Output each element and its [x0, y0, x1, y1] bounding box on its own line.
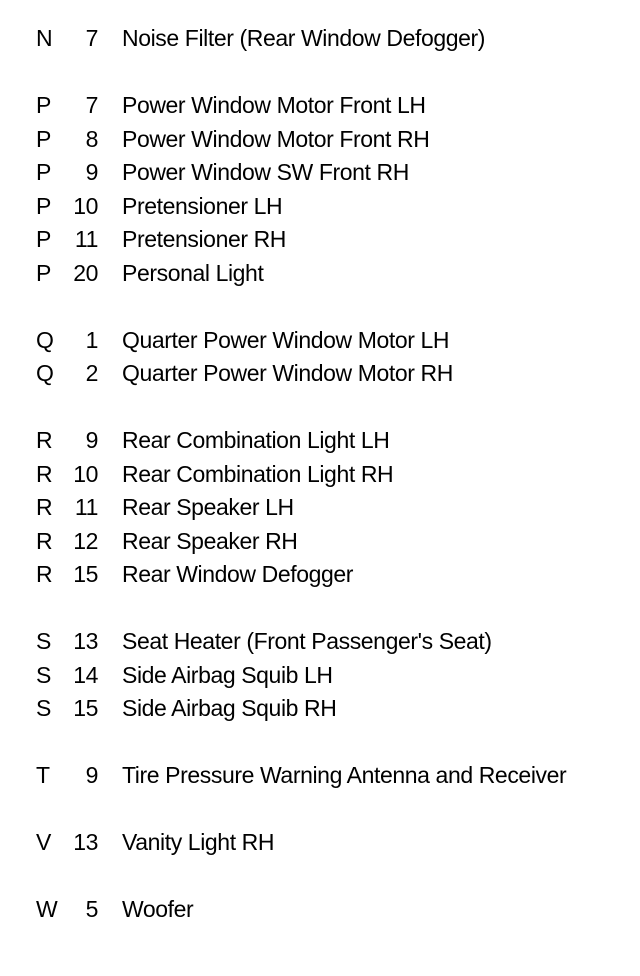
- connector-letter: P: [36, 125, 51, 152]
- connector-letter: S: [36, 628, 51, 654]
- connector-letter: P: [36, 92, 51, 118]
- index-group: [0, 324, 640, 391]
- index-row: [0, 324, 640, 358]
- index-group: [0, 625, 640, 726]
- component-name: Rear Speaker RH: [122, 527, 298, 554]
- connector-number: 13: [73, 628, 98, 654]
- component-name: Quarter Power Window Motor LH: [122, 326, 450, 353]
- connector-letter: P: [36, 226, 51, 252]
- connector-number: 12: [73, 527, 98, 554]
- component-name: Pretensioner LH: [122, 192, 283, 219]
- connector-number: 15: [73, 695, 98, 721]
- index-row: [0, 22, 640, 56]
- connector-number: 13: [73, 829, 98, 855]
- component-name: Quarter Power Window Motor RH: [122, 360, 453, 386]
- connector-letter: R: [36, 527, 53, 554]
- index-row: [0, 89, 640, 123]
- index-row: [0, 525, 640, 559]
- component-index-list: [0, 22, 640, 960]
- connector-number: 8: [85, 125, 98, 152]
- index-group: [0, 759, 640, 793]
- connector-number: 1: [85, 326, 98, 353]
- index-group: [0, 893, 640, 927]
- component-name: Rear Window Defogger: [122, 561, 354, 587]
- component-name: Power Window Motor Front RH: [122, 125, 430, 152]
- component-name: Rear Combination Light RH: [122, 460, 394, 487]
- index-row: [0, 223, 640, 257]
- index-group: [0, 89, 640, 290]
- connector-number: 2: [85, 360, 98, 386]
- connector-letter: N: [36, 25, 53, 51]
- connector-letter: S: [36, 695, 51, 721]
- connector-letter: P: [36, 159, 51, 185]
- index-row: [0, 893, 640, 927]
- connector-number: 7: [85, 25, 98, 51]
- connector-number: 14: [73, 661, 98, 688]
- connector-letter: P: [36, 192, 51, 219]
- connector-letter: S: [36, 661, 51, 688]
- connector-number: 5: [85, 896, 98, 922]
- component-name: Vanity Light RH: [122, 829, 275, 855]
- connector-number: 11: [74, 494, 98, 520]
- index-group: [0, 22, 640, 56]
- index-row: [0, 759, 640, 793]
- index-row: [0, 156, 640, 190]
- component-name: Pretensioner RH: [122, 226, 287, 252]
- index-group: [0, 424, 640, 592]
- index-group: [0, 826, 640, 860]
- connector-letter: R: [36, 561, 53, 587]
- index-row: [0, 625, 640, 659]
- index-row: [0, 424, 640, 458]
- index-row: [0, 558, 640, 592]
- connector-letter: Q: [36, 326, 54, 353]
- connector-letter: R: [36, 427, 53, 453]
- component-name: Woofer: [122, 896, 194, 922]
- connector-number: 11: [74, 226, 98, 252]
- connector-number: 9: [85, 159, 98, 185]
- connector-letter: W: [36, 896, 58, 922]
- index-row: [0, 257, 640, 291]
- component-name: Personal Light: [122, 259, 264, 286]
- connector-number: 9: [85, 427, 98, 453]
- component-name: Power Window Motor Front LH: [122, 92, 426, 118]
- connector-number: 10: [73, 460, 98, 487]
- index-row: [0, 458, 640, 492]
- connector-number: 15: [73, 561, 98, 587]
- connector-letter: R: [36, 460, 53, 487]
- connector-letter: R: [36, 494, 53, 520]
- index-row: [0, 123, 640, 157]
- component-name: Rear Combination Light LH: [122, 427, 390, 453]
- index-row: [0, 357, 640, 391]
- component-name: Side Airbag Squib RH: [122, 695, 337, 721]
- connector-number: 20: [73, 259, 98, 286]
- component-name: Rear Speaker LH: [122, 494, 294, 520]
- component-name: Seat Heater (Front Passenger's Seat): [122, 628, 492, 654]
- index-row: [0, 692, 640, 726]
- connector-number: 10: [73, 192, 98, 219]
- component-name: Side Airbag Squib LH: [122, 661, 333, 688]
- index-row: [0, 659, 640, 693]
- index-row: [0, 491, 640, 525]
- component-name: Noise Filter (Rear Window Defogger): [122, 25, 486, 51]
- connector-number: 9: [85, 762, 98, 788]
- connector-letter: Q: [36, 360, 54, 386]
- connector-number: 7: [85, 92, 98, 118]
- connector-letter: P: [36, 259, 51, 286]
- connector-letter: T: [36, 762, 50, 788]
- component-name: Power Window SW Front RH: [122, 159, 409, 185]
- connector-letter: V: [36, 829, 51, 855]
- component-name: Tire Pressure Warning Antenna and Receiver: [122, 762, 567, 788]
- index-row: [0, 190, 640, 224]
- index-row: [0, 826, 640, 860]
